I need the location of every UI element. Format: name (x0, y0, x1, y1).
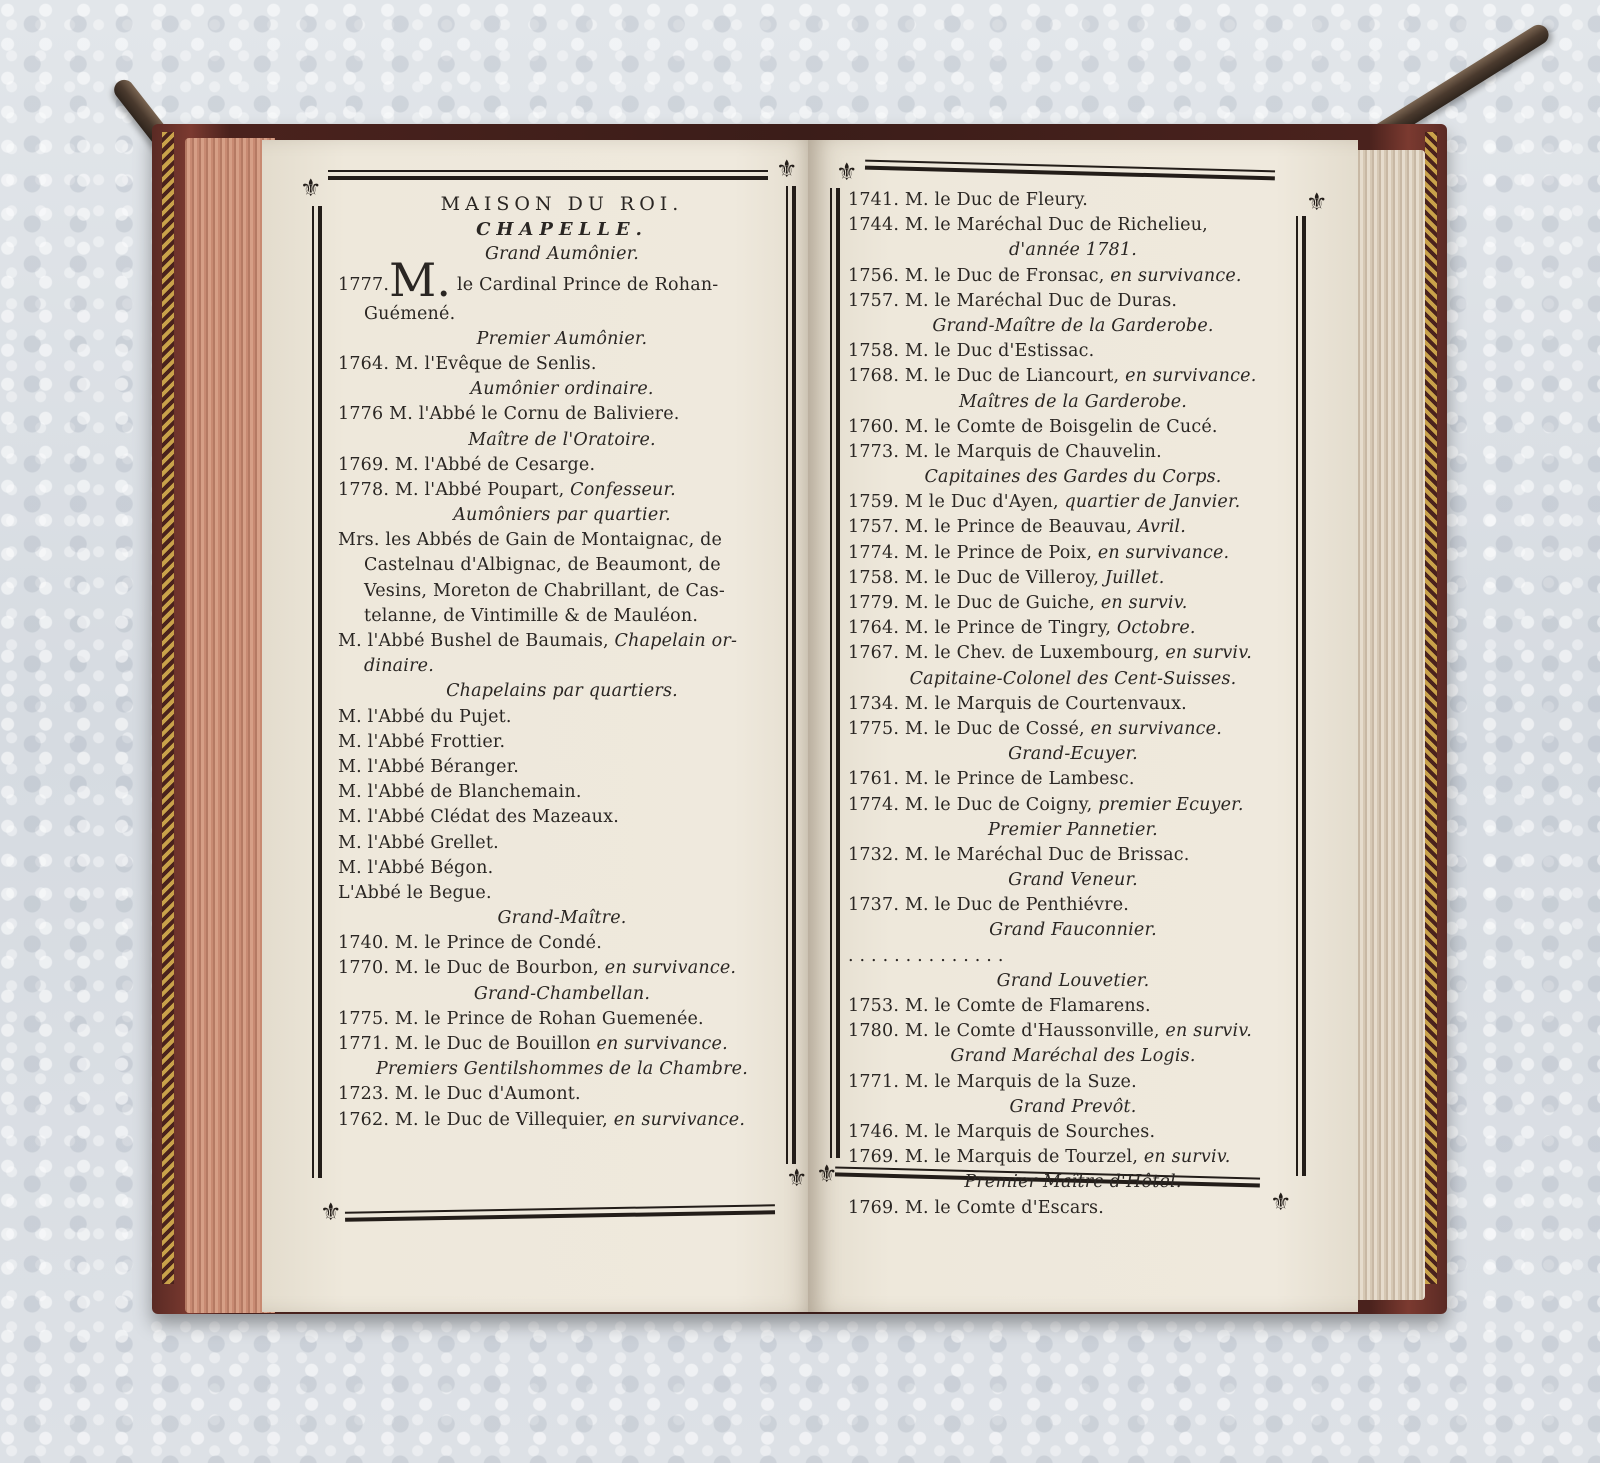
entry-line: 1757. M. le Maréchal Duc de Duras. (848, 290, 1178, 311)
entry-line (338, 1108, 786, 1133)
right-inner-rule-left (830, 188, 840, 1158)
entry-name: 1770. M. le Duc de Bourbon, (338, 958, 605, 979)
entry-name: 1764. M. le Prince de Tingry, (848, 618, 1117, 639)
entry-name: 1779. M. le Duc de Guiche, (848, 593, 1101, 613)
entry-line: M. l'Abbé Bégon. (338, 857, 494, 878)
entry-line: 1732. M. le Maréchal Duc de Brissac. (848, 844, 1190, 865)
office-title: Grand Maréchal des Logis. (950, 1046, 1196, 1067)
entry-continuation: Vesins, Moreton de Chabrillant, de Cas- (364, 580, 725, 601)
entry-line: 1744. M. le Maréchal Duc de Richelieu, (848, 215, 1208, 236)
entry-line: . . . . . . . . . . . . . . (848, 945, 1004, 966)
entry-note: en survivance. (1097, 542, 1230, 563)
left-entry-list (338, 242, 786, 1132)
entry-continuation: Castelnau d'Albignac, de Beaumont, de (364, 555, 721, 576)
entry-line: M. l'Abbé Clédat des Mazeaux. (338, 807, 619, 828)
office-title: Premier Aumônier. (476, 328, 648, 349)
left-inner-rule-left (312, 206, 322, 1178)
entry-line (848, 1145, 1298, 1170)
entry-line (848, 591, 1298, 616)
entry-note: Octobre. (1116, 618, 1196, 639)
entry-line (848, 515, 1298, 540)
entry-name: 1780. M. le Comte d'Haussonville, (848, 1021, 1166, 1042)
entry-note: en surviv. (1165, 643, 1252, 664)
entry-line: 1771. M. le Marquis de la Suze. (848, 1071, 1137, 1092)
office-title: Grand Aumônier. (484, 244, 640, 265)
office-title: Grand Fauconnier. (989, 920, 1157, 941)
entry-line: M. l'Abbé de Blanchemain. (338, 782, 582, 803)
entry-line: 1769. M. l'Abbé de Cesarge. (338, 454, 596, 475)
entry-note: en surviv. (1143, 1147, 1231, 1168)
drop-capital: M. (389, 252, 452, 307)
entry-line (848, 264, 1298, 289)
office-title: Maîtres de la Garderobe. (958, 391, 1188, 412)
entry-note: en surviv. (1165, 1021, 1253, 1042)
entry-line: 1773. M. le Marquis de Chauvelin. (848, 441, 1162, 462)
fleur-de-lis-icon: ⚜ (1270, 1188, 1292, 1216)
entry-line: 1753. M. le Comte de Flamarens. (848, 996, 1151, 1016)
entry-continuation: Guémené. (364, 303, 456, 324)
office-title: Capitaines des Gardes du Corps. (924, 467, 1222, 488)
office-title: Grand Veneur. (1008, 870, 1138, 891)
fleur-de-lis-icon: ⚜ (320, 1198, 342, 1226)
fleur-de-lis-icon: ⚜ (776, 155, 798, 183)
office-title: Grand-Maître de la Garderobe. (932, 315, 1214, 336)
entry-name: 1757. M. le Prince de Beauvau, (848, 517, 1138, 538)
left-top-rule (328, 170, 768, 180)
entry-note: en surviv. (1100, 593, 1188, 613)
entry-continuation: dinaire. (364, 656, 434, 677)
entry-line (338, 956, 786, 981)
entry-line: 1734. M. le Marquis de Courtenvaux. (848, 693, 1187, 714)
entry-line: L'Abbé le Begue. (338, 882, 492, 903)
entry-note: Chapelain or- (614, 631, 738, 651)
entry-line (848, 793, 1298, 818)
entry-name: le Cardinal Prince de Rohan- (451, 274, 719, 295)
left-inner-rule-right (786, 186, 796, 1164)
entry-line: M. l'Abbé du Pujet. (338, 706, 512, 727)
entry-line (338, 629, 786, 654)
entry-note: en survivance. (1110, 265, 1242, 286)
office-title: Premier Pannetier. (988, 819, 1158, 840)
entry-line (848, 641, 1298, 666)
entry-name: 1758. M. le Duc de Villeroy, (848, 567, 1105, 588)
office-title: Grand Louvetier. (996, 970, 1150, 991)
entry-name: 1759. M le Duc d'Ayen, (848, 492, 1065, 513)
entry-note: premier Ecuyer. (1098, 794, 1244, 815)
office-title: Grand-Chambellan. (473, 983, 651, 1004)
entry-line: M. l'Abbé Grellet. (338, 832, 499, 853)
entry-note: Juillet. (1104, 567, 1165, 588)
entry-name: 1778. M. l'Abbé Poupart, (338, 479, 571, 500)
entry-line: 1764. M. l'Evêque de Senlis. (338, 353, 597, 374)
entry-line (338, 478, 786, 503)
entry-line (848, 364, 1298, 389)
entry-note: en survivance. (1090, 718, 1222, 739)
office-title: Premier Maître d'Hôtel. (964, 1172, 1182, 1193)
entry-name: 1767. M. le Chev. de Luxembourg, (848, 643, 1166, 664)
right-entry-list (848, 188, 1298, 1221)
office-title: Maître de l'Oratoire. (468, 429, 656, 450)
page-heading: MAISON DU ROI. (440, 193, 684, 215)
entry-line (848, 1019, 1298, 1044)
entry-note: en survivance. (1125, 366, 1257, 387)
entry-name: 1762. M. le Duc de Villequier, (338, 1109, 614, 1130)
entry-year: 1777. (338, 274, 390, 295)
entry-note: en survivance. (596, 1034, 728, 1054)
fleur-de-lis-icon: ⚜ (300, 174, 322, 202)
entry-line: 1746. M. le Marquis de Sourches. (848, 1121, 1156, 1142)
office-title: Aumônier ordinaire. (470, 379, 654, 400)
entry-line (848, 490, 1298, 515)
entry-line: 1769. M. le Comte d'Escars. (848, 1197, 1105, 1218)
entry-name: 1756. M. le Duc de Fronsac, (848, 265, 1111, 286)
office-title: Chapelains par quartiers. (446, 681, 678, 702)
office-title: Aumôniers par quartier. (453, 505, 671, 526)
office-title: Grand Prevôt. (1009, 1096, 1137, 1117)
entry-line (848, 566, 1298, 591)
entry-line: 1723. M. le Duc d'Aumont. (338, 1084, 581, 1105)
entry-note: Avril. (1137, 517, 1187, 538)
section-heading: CHAPELLE. (476, 219, 648, 241)
office-title: d'année 1781. (1009, 240, 1137, 261)
fleur-de-lis-icon: ⚜ (836, 158, 858, 186)
entry-name: 1774. M. le Prince de Poix, (848, 542, 1098, 563)
entry-note: en survivance. (604, 958, 737, 979)
fleur-de-lis-icon: ⚜ (816, 1160, 838, 1188)
right-page-text (848, 188, 1298, 1221)
entry-line: 1775. M. le Prince de Rohan Guemenée. (338, 1008, 704, 1029)
entry-line: Mrs. les Abbés de Gain de Montaignac, de (338, 530, 723, 551)
entry-note: quartier de Janvier. (1064, 492, 1241, 513)
entry-name: 1775. M. le Duc de Cossé, (848, 718, 1091, 739)
left-page-text (338, 192, 786, 1133)
entry-name: 1768. M. le Duc de Liancourt, (848, 366, 1126, 387)
entry-note: Confesseur. (570, 479, 676, 500)
entry-line: 1758. M. le Duc d'Estissac. (848, 341, 1095, 362)
entry-line: 1741. M. le Duc de Fleury. (848, 190, 1089, 210)
entry-line: M. l'Abbé Béranger. (338, 756, 520, 777)
entry-line: 1776 M. l'Abbé le Cornu de Baliviere. (338, 404, 680, 425)
entry-line: M. l'Abbé Frottier. (338, 731, 506, 752)
entry-note: en survivance. (613, 1109, 746, 1130)
entry-line: 1761. M. le Prince de Lambesc. (848, 769, 1135, 790)
office-title: Capitaine-Colonel des Cent-Suisses. (909, 668, 1237, 689)
office-title: Premiers Gentilshommes de la Chambre. (376, 1059, 748, 1080)
entry-line (338, 1032, 786, 1057)
entry-line (848, 541, 1298, 566)
office-title: Grand-Maître. (497, 908, 627, 929)
fleur-de-lis-icon: ⚜ (786, 1164, 808, 1192)
entry-name: 1774. M. le Duc de Coigny, (848, 794, 1099, 815)
entry-line: 1737. M. le Duc de Penthiévre. (848, 895, 1130, 916)
entry-line: 1760. M. le Comte de Boisgelin de Cucé. (848, 416, 1218, 437)
entry-name: M. l'Abbé Bushel de Baumais, (338, 631, 615, 651)
entry-line (848, 717, 1298, 742)
entry-line (848, 616, 1298, 641)
entry-continuation: telanne, de Vintimille & de Mauléon. (364, 605, 699, 626)
entry-line: 1740. M. le Prince de Condé. (338, 933, 602, 954)
office-title: Grand-Ecuyer. (1008, 744, 1138, 765)
fleur-de-lis-icon: ⚜ (1306, 188, 1328, 216)
entry-name: 1769. M. le Marquis de Tourzel, (848, 1147, 1144, 1168)
entry-name: 1771. M. le Duc de Bouillon (338, 1034, 597, 1054)
